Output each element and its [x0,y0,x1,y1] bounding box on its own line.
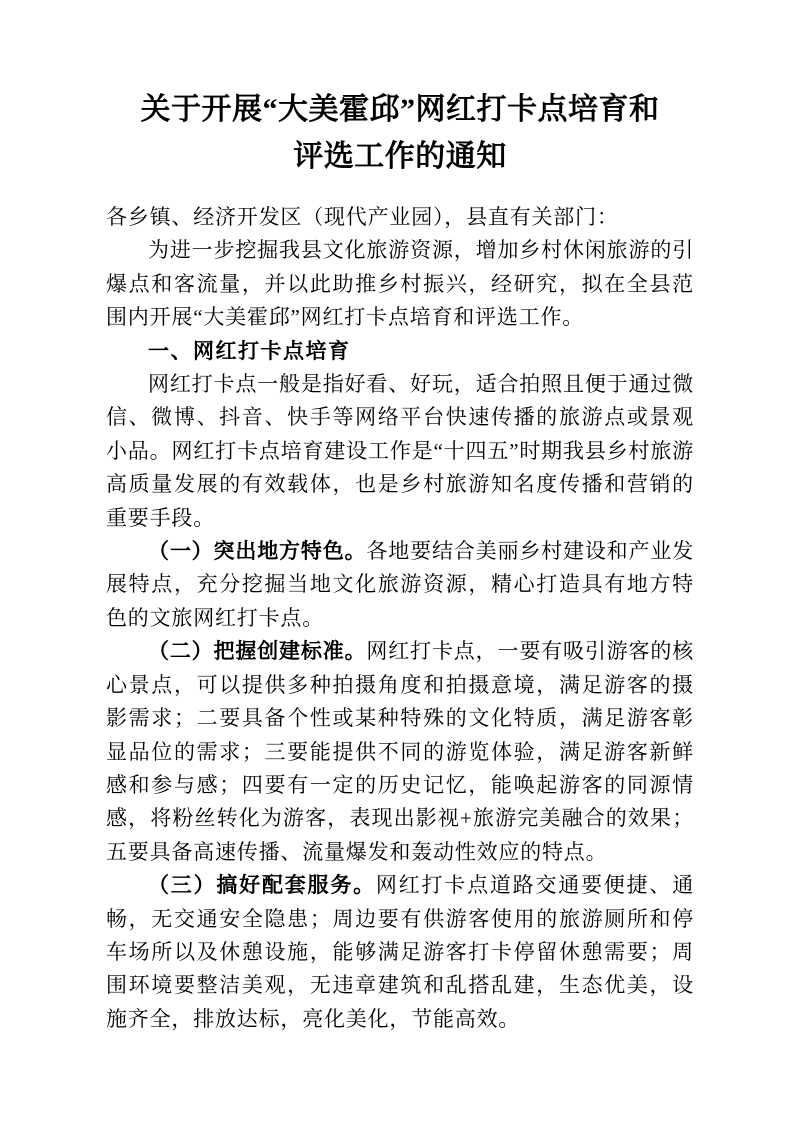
document-title-line-1: 关于开展“大美霍邱”网红打卡点培育和 [140,93,660,126]
paragraph-lead: （一）突出地方特色。 [148,539,367,564]
document-title-line-2: 评选工作的通知 [293,140,507,173]
document-title [106,86,694,180]
paragraph: 网红打卡点一般是指好看、好玩，适合拍照且便于通过微信、微博、抖音、快手等网络平台快速传播的旅游点或景观小品。网红打卡点培育建设工作是“十四五”时期我县乡村旅游高质量发展的有效载体，也是乡村旅游知名度传播和营销的重要手段。 [106,372,694,530]
paragraph: （一）突出地方特色。各地要结合美丽乡村建设和产业发展特点，充分挖掘当地文化旅游资源，精心打造具有地方特色的文旅网红打卡点。 [106,539,695,630]
section-heading: 一、网红打卡点培育 [148,339,351,363]
paragraph: （二）把握创建标准。网红打卡点，一要有吸引游客的核心景点，可以提供多种拍摄角度和拍摄意境，满足游客的摄影需求；二要具备个性或某种特殊的文化特质，满足游客彰显品位的需求；三要能提供不同的游览体验，满足游客新鲜感和参与感；四要有一定的历史记忆，能唤起游客的同源情感，将粉丝转化为游客，表现出影视+旅游完美融合的效果；五要具备高速传播、流量爆发和轰动性效应的特点。 [106,639,695,864]
paragraph-lead: （三）搞好配套服务。 [148,873,376,898]
paragraph: （三）搞好配套服务。网红打卡点道路交通要便捷、通畅，无交通安全隐患；周边要有供游客使用的旅游厕所和停车场所以及休憩设施，能够满足游客打卡停留休憩需要；周围环境要整洁美观，无违章建筑和乱搭乱建，生态优美，设施齐全，排放达标，亮化美化，节能高效。 [106,873,695,1031]
document-body [106,201,694,1036]
paragraph: 各乡镇、经济开发区（现代产业园），县直有关部门： [106,205,619,229]
paragraph: 为进一步挖掘我县文化旅游资源，增加乡村休闲旅游的引爆点和客流量，并以此助推乡村振兴，经研究，拟在全县范围内开展“大美霍邱”网红打卡点培育和评选工作。 [106,238,694,330]
paragraph-lead: （二）把握创建标准。 [148,639,367,664]
